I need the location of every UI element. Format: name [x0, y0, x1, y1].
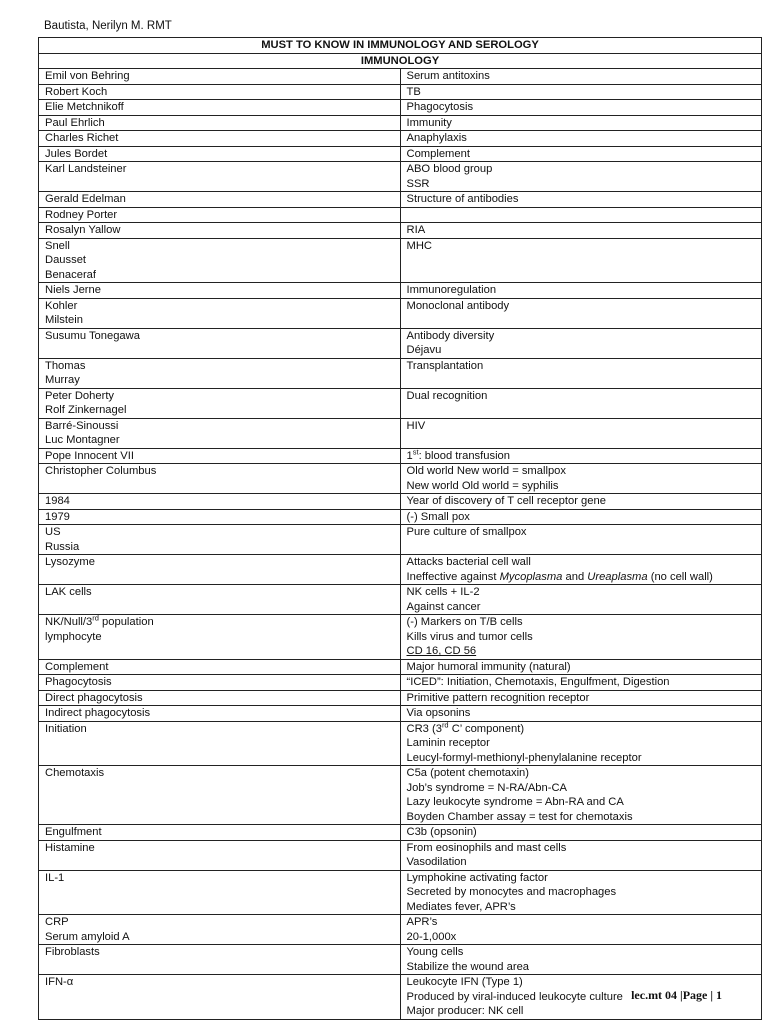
term-cell	[39, 238, 401, 283]
table-row	[39, 690, 762, 706]
table-row	[39, 146, 762, 162]
term-cell	[39, 615, 401, 660]
cell-line: Monoclonal antibody	[406, 299, 510, 312]
table-row	[39, 358, 762, 388]
table-row	[39, 69, 762, 85]
description-cell	[400, 915, 762, 945]
cell-line: Year of discovery of T cell receptor gene	[406, 495, 606, 507]
cell-line: Initiation	[45, 722, 87, 735]
description-cell	[400, 509, 762, 525]
table-row	[39, 448, 762, 464]
cell-line: Pope Innocent VII	[45, 449, 134, 462]
cell-line: Boyden Chamber assay = test for chemotaxis	[406, 810, 633, 823]
text-pre: NK/Null/3	[45, 616, 93, 628]
cell-line: Produced by viral-induced leukocyte culture	[406, 990, 623, 1003]
cell-line: 1979	[45, 510, 70, 523]
table-row	[39, 418, 762, 448]
description-cell	[400, 675, 762, 691]
cell-line: Jules Bordet	[45, 147, 108, 160]
cell-line: Barré-Sinoussi	[45, 419, 119, 432]
description-cell	[400, 192, 762, 208]
cell-line: Phagocytosis	[45, 676, 112, 688]
underlined-text: CD 16, CD 56	[406, 645, 477, 657]
cell-line: Rodney Porter	[45, 208, 118, 221]
table-row	[39, 388, 762, 418]
term-cell	[39, 464, 401, 494]
text-post: C’ component)	[448, 722, 525, 735]
description-cell	[400, 585, 762, 615]
term-cell	[39, 388, 401, 418]
text-post: : blood transfusion	[418, 449, 511, 462]
description-cell	[400, 690, 762, 706]
cell-line: Direct phagocytosis	[45, 691, 143, 704]
superscript: st	[412, 448, 419, 456]
cell-line: (-) Small pox	[406, 510, 470, 523]
cell-line: Thomas	[45, 359, 86, 372]
description-cell	[400, 238, 762, 283]
cell-line: Major producer: NK cell	[406, 1005, 524, 1017]
cell-line: 20-1,000x	[406, 930, 457, 943]
cell-line: Lazy leukocyte syndrome = Abn-RA and CA	[406, 796, 624, 808]
superscript: rd	[441, 721, 449, 729]
cell-line: Complement	[406, 147, 470, 160]
cell-line: Susumu Tonegawa	[45, 329, 140, 342]
term-cell	[39, 766, 401, 825]
cell-line: Secreted by monocytes and macrophages	[406, 886, 617, 898]
table-row	[39, 825, 762, 841]
description-cell	[400, 945, 762, 975]
cell-line: APR’s	[406, 916, 438, 928]
cell-line: Mediates fever, APR’s	[406, 900, 516, 913]
cell-line: Stabilize the wound area	[406, 960, 530, 973]
description-cell	[400, 825, 762, 841]
table-row	[39, 162, 762, 192]
description-cell	[400, 615, 762, 660]
cell-line: TB	[406, 85, 421, 98]
immunology-table-container	[38, 37, 762, 1020]
cell-line: Milstein	[45, 314, 83, 326]
term-cell	[39, 915, 401, 945]
cell-line: “ICED”: Initiation, Chemotaxis, Engulfment, Digestion	[406, 676, 670, 688]
cell-line: Paul Ehrlich	[45, 116, 105, 129]
cell-line: Vasodilation	[406, 856, 467, 868]
cell-line: C5a (potent chemotaxin)	[406, 767, 530, 779]
description-cell	[400, 223, 762, 239]
cell-line: Structure of antibodies	[406, 193, 519, 205]
cell-line: Gerald Edelman	[45, 193, 126, 205]
cell-line: Job’s syndrome = N-RA/Abn-CA	[406, 781, 568, 794]
cell-line: Robert Koch	[45, 85, 108, 98]
cell-line: Rosalyn Yallow	[45, 224, 121, 236]
description-cell	[400, 358, 762, 388]
description-cell	[400, 298, 762, 328]
cell-line: SSR	[406, 177, 430, 190]
cell-line: Immunoregulation	[406, 284, 497, 296]
table-title-row	[39, 38, 762, 54]
table-row	[39, 675, 762, 691]
term-cell	[39, 494, 401, 510]
cell-line: Antibody diversity	[406, 329, 495, 342]
term-cell	[39, 207, 401, 223]
cell-line: (-) Markers on T/B cells	[406, 616, 523, 628]
cell-line: HIV	[406, 419, 426, 432]
text-post: population	[98, 616, 154, 628]
description-cell	[400, 721, 762, 766]
description-cell	[400, 706, 762, 722]
description-cell	[400, 418, 762, 448]
table-row	[39, 84, 762, 100]
term-cell	[39, 84, 401, 100]
term-cell	[39, 100, 401, 116]
cell-line: 1984	[45, 495, 70, 507]
cell-line	[407, 208, 762, 223]
table-row	[39, 283, 762, 299]
table-row	[39, 464, 762, 494]
cell-line: Phagocytosis	[406, 101, 474, 113]
cell-line: Old world New world = smallpox	[406, 465, 566, 477]
term-cell	[39, 706, 401, 722]
term-cell	[39, 690, 401, 706]
term-cell	[39, 418, 401, 448]
cell-line: Chemotaxis	[45, 767, 105, 779]
term-cell	[39, 721, 401, 766]
term-cell	[39, 328, 401, 358]
term-cell	[39, 131, 401, 147]
description-cell	[400, 146, 762, 162]
cell-line: Via opsonins	[406, 707, 471, 719]
table-row	[39, 115, 762, 131]
cell-line: Complement	[45, 660, 109, 673]
table-row	[39, 766, 762, 825]
description-cell	[400, 131, 762, 147]
cell-line: IFN-α	[45, 976, 74, 988]
description-cell	[400, 766, 762, 825]
term-cell	[39, 283, 401, 299]
cell-line: NK cells + IL-2	[406, 586, 480, 598]
description-cell	[400, 464, 762, 494]
description-cell	[400, 162, 762, 192]
table-title: MUST TO KNOW IN IMMUNOLOGY AND SEROLOGY	[39, 38, 762, 54]
table-row	[39, 131, 762, 147]
description-cell	[400, 115, 762, 131]
term-cell	[39, 659, 401, 675]
description-cell	[400, 388, 762, 418]
table-row	[39, 615, 762, 660]
cell-line	[45, 615, 400, 630]
cell-line: LAK cells	[45, 586, 92, 598]
cell-line-underlined	[407, 644, 762, 659]
author-name: Bautista, Nerilyn M. RMT	[44, 20, 172, 32]
cell-line: Kills virus and tumor cells	[406, 630, 533, 643]
table-row	[39, 238, 762, 283]
cell-line: Ineffective against Mycoplasma and Ureaplasma (no cell wall)	[406, 570, 713, 583]
term-cell	[39, 555, 401, 585]
cell-line: Immunity	[406, 116, 452, 129]
cell-line: Leucyl-formyl-methionyl-phenylalanine receptor	[406, 751, 642, 764]
description-cell	[400, 283, 762, 299]
superscript: rd	[92, 614, 99, 623]
description-cell	[400, 100, 762, 116]
cell-line: Dual recognition	[406, 389, 488, 402]
cell-line: Leukocyte IFN (Type 1)	[406, 976, 523, 988]
cell-line: MHC	[406, 239, 432, 252]
cell-line: Christopher Columbus	[45, 465, 157, 477]
cell-line: Indirect phagocytosis	[45, 707, 151, 719]
cell-line: Histamine	[45, 841, 95, 854]
cell-line: Anaphylaxis	[406, 132, 467, 144]
cell-line: Against cancer	[406, 600, 481, 613]
description-cell	[400, 84, 762, 100]
table-row	[39, 555, 762, 585]
cell-line: Laminin receptor	[406, 737, 490, 749]
cell-line: Charles Richet	[45, 132, 119, 144]
cell-line: Karl Landsteiner	[45, 163, 127, 175]
table-row	[39, 721, 762, 766]
cell-line: ABO blood group	[406, 163, 493, 175]
cell-line: Lysozyme	[45, 556, 95, 568]
term-cell	[39, 825, 401, 841]
term-cell	[39, 146, 401, 162]
cell-line: Young cells	[406, 946, 464, 958]
cell-line	[407, 449, 762, 464]
cell-line: Rolf Zinkernagel	[45, 404, 127, 416]
cell-line: From eosinophils and mast cells	[406, 841, 567, 854]
table-row	[39, 100, 762, 116]
cell-line: Snell	[45, 239, 70, 252]
description-cell	[400, 69, 762, 85]
page-footer: lec.mt 04 |Page | 1	[631, 988, 722, 1002]
table-row	[39, 870, 762, 915]
description-cell	[400, 207, 762, 223]
cell-line: RIA	[406, 224, 426, 236]
cell-line: Lymphokine activating factor	[406, 871, 548, 884]
cell-line: Attacks bacterial cell wall	[406, 556, 531, 568]
cell-line: IL-1	[45, 871, 65, 884]
cell-line: lymphocyte	[45, 630, 102, 643]
cell-line: Pure culture of smallpox	[406, 526, 527, 538]
cell-line: Dausset	[45, 254, 87, 266]
table-row	[39, 494, 762, 510]
cell-line: New world Old world = syphilis	[406, 479, 559, 492]
cell-line: C3b (opsonin)	[406, 826, 477, 838]
cell-line: Russia	[45, 540, 80, 553]
term-cell	[39, 192, 401, 208]
cell-line: Fibroblasts	[45, 946, 100, 958]
cell-line	[407, 722, 762, 737]
table-row	[39, 585, 762, 615]
table-row	[39, 945, 762, 975]
term-cell	[39, 675, 401, 691]
term-cell	[39, 223, 401, 239]
text-pre: CR3 (3	[406, 722, 442, 735]
table-row	[39, 915, 762, 945]
table-row	[39, 207, 762, 223]
cell-line: Benaceraf	[45, 268, 96, 281]
term-cell	[39, 870, 401, 915]
term-cell	[39, 975, 401, 1020]
term-cell	[39, 945, 401, 975]
term-cell	[39, 448, 401, 464]
table-row	[39, 298, 762, 328]
cell-line: Luc Montagner	[45, 434, 120, 446]
description-cell	[400, 840, 762, 870]
cell-line: Transplantation	[406, 359, 484, 372]
cell-line: Primitive pattern recognition receptor	[406, 691, 590, 704]
table-row	[39, 192, 762, 208]
cell-line: Elie Metchnikoff	[45, 101, 124, 113]
term-cell	[39, 525, 401, 555]
cell-line: Emil von Behring	[45, 70, 130, 82]
table-row	[39, 223, 762, 239]
table-row	[39, 525, 762, 555]
term-cell	[39, 162, 401, 192]
cell-line: US	[45, 526, 61, 538]
cell-line: Serum amyloid A	[45, 930, 130, 943]
description-cell	[400, 659, 762, 675]
term-cell	[39, 585, 401, 615]
cell-line: Déjavu	[406, 344, 442, 356]
cell-line: Engulfment	[45, 826, 102, 838]
cell-line: Serum antitoxins	[406, 70, 490, 82]
cell-line: Peter Doherty	[45, 389, 115, 402]
cell-line: Kohler	[45, 299, 78, 312]
cell-line: Murray	[45, 374, 80, 386]
table-row	[39, 840, 762, 870]
description-cell	[400, 870, 762, 915]
section-header: IMMUNOLOGY	[39, 53, 762, 69]
term-cell	[39, 358, 401, 388]
term-cell	[39, 69, 401, 85]
section-header-row	[39, 53, 762, 69]
description-cell	[400, 525, 762, 555]
cell-line: Major humoral immunity (natural)	[406, 660, 571, 673]
table-row	[39, 328, 762, 358]
cell-line: CRP	[45, 916, 69, 928]
immunology-table	[38, 37, 762, 1020]
description-cell	[400, 555, 762, 585]
cell-line: Niels Jerne	[45, 284, 101, 296]
term-cell	[39, 115, 401, 131]
description-cell	[400, 494, 762, 510]
term-cell	[39, 509, 401, 525]
description-cell	[400, 328, 762, 358]
table-row	[39, 659, 762, 675]
term-cell	[39, 840, 401, 870]
table-row	[39, 706, 762, 722]
description-cell	[400, 448, 762, 464]
term-cell	[39, 298, 401, 328]
table-row	[39, 509, 762, 525]
text-pre: 1	[406, 449, 413, 462]
